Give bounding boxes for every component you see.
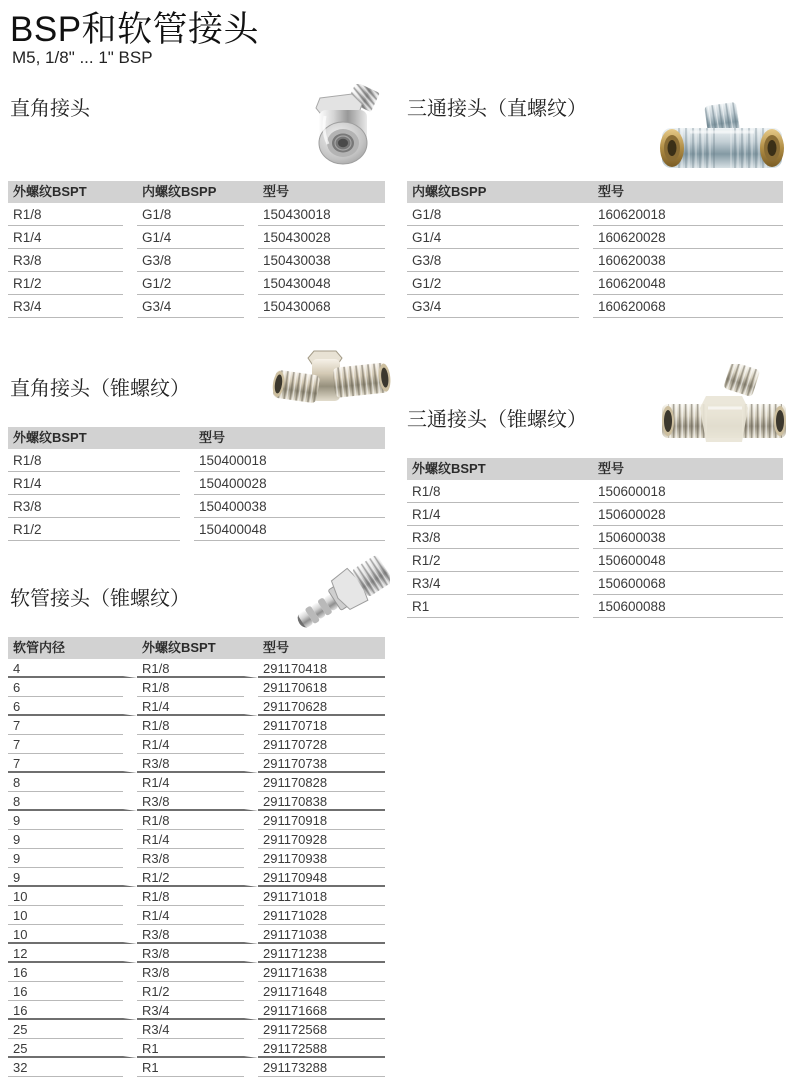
table-cell: 291170828 (258, 773, 385, 792)
table-cell: 160620018 (593, 203, 783, 226)
table-cell: R1 (137, 1039, 258, 1058)
table-row (8, 735, 385, 754)
table-cell: 9 (8, 849, 137, 868)
table-row (407, 595, 783, 618)
table-cell: 291173288 (258, 1058, 385, 1077)
table-cell: G1/2 (407, 272, 593, 295)
table-row (8, 1001, 385, 1020)
table-cell: 150600038 (593, 526, 783, 549)
table-row (407, 226, 783, 249)
column-header: 型号 (258, 637, 385, 659)
table-row (8, 925, 385, 944)
column-header: 外螺纹BSPT (8, 181, 137, 203)
table-cell: G1/4 (407, 226, 593, 249)
table-cell: G3/4 (137, 295, 258, 318)
table-row (407, 272, 783, 295)
table-cell: R1/8 (137, 678, 258, 697)
hose-taper-table (8, 637, 385, 1077)
table-cell: R1 (407, 595, 593, 618)
table-cell: 8 (8, 792, 137, 811)
table-header-row (407, 458, 783, 480)
table-row (407, 572, 783, 595)
table-cell: R3/8 (137, 792, 258, 811)
table-cell: 7 (8, 716, 137, 735)
table-cell: 160620068 (593, 295, 783, 318)
table-cell: 9 (8, 868, 137, 887)
table-cell: 16 (8, 963, 137, 982)
table-cell: R3/8 (137, 754, 258, 773)
table-cell: 150400038 (194, 495, 385, 518)
table-row (407, 526, 783, 549)
table-cell: 10 (8, 887, 137, 906)
table-header-row (8, 637, 385, 659)
table-cell: R1/2 (407, 549, 593, 572)
table-cell: 16 (8, 982, 137, 1001)
table-cell: 150400018 (194, 449, 385, 472)
table-row (407, 549, 783, 572)
section-title-hose-taper: 软管接头（锥螺纹） (10, 588, 190, 610)
table-cell: G3/4 (407, 295, 593, 318)
table-cell: 291170718 (258, 716, 385, 735)
table-row (8, 449, 385, 472)
table-cell: G1/8 (137, 203, 258, 226)
table-row (407, 480, 783, 503)
table-cell: 150430028 (258, 226, 385, 249)
table-cell: R1/8 (137, 716, 258, 735)
table-row (8, 906, 385, 925)
tee-parallel-table (407, 181, 783, 318)
table-header-row (407, 181, 783, 203)
table-cell: R3/8 (8, 495, 194, 518)
tee-taper-table (407, 458, 783, 618)
column-header: 内螺纹BSPP (407, 181, 593, 203)
table-cell: R3/8 (137, 925, 258, 944)
table-cell: 160620048 (593, 272, 783, 295)
table-cell: 9 (8, 830, 137, 849)
table-cell: 150600028 (593, 503, 783, 526)
table-row (8, 830, 385, 849)
table-cell: R1/4 (8, 226, 137, 249)
table-cell: 291170618 (258, 678, 385, 697)
table-row (8, 868, 385, 887)
table-cell: 150400048 (194, 518, 385, 541)
column-header: 外螺纹BSPT (407, 458, 593, 480)
table-cell: G1/4 (137, 226, 258, 249)
table-cell: R3/8 (137, 944, 258, 963)
table-cell: R1/8 (8, 203, 137, 226)
table-cell: R1/8 (137, 811, 258, 830)
table-cell: R1/2 (8, 272, 137, 295)
table-row (8, 963, 385, 982)
table-cell: R3/8 (407, 526, 593, 549)
column-header: 型号 (593, 181, 783, 203)
table-cell: 291171638 (258, 963, 385, 982)
table-cell: R3/4 (137, 1020, 258, 1039)
table-cell: 25 (8, 1020, 137, 1039)
elbow-female-fitting-image (292, 84, 392, 168)
table-cell: 4 (8, 659, 137, 678)
table-cell: R1/2 (137, 868, 258, 887)
table-cell: 291170928 (258, 830, 385, 849)
table-row (8, 518, 385, 541)
table-row (8, 697, 385, 716)
table-cell: 291171028 (258, 906, 385, 925)
table-row (8, 754, 385, 773)
table-cell: 7 (8, 754, 137, 773)
table-cell: R1/8 (8, 449, 194, 472)
table-cell: 150430038 (258, 249, 385, 272)
elbow-female-fitting-icon (292, 84, 392, 168)
table-cell: R3/8 (137, 849, 258, 868)
table-cell: R1/2 (137, 982, 258, 1001)
table-cell: 150430048 (258, 272, 385, 295)
elbow-male-fitting-icon (272, 349, 392, 415)
table-row (8, 887, 385, 906)
table-row (8, 1039, 385, 1058)
page-subtitle: M5, 1/8" ... 1" BSP (12, 48, 153, 67)
table-cell: 32 (8, 1058, 137, 1077)
table-cell: 6 (8, 678, 137, 697)
table-row (8, 982, 385, 1001)
table-cell: 291172588 (258, 1039, 385, 1058)
table-cell: R1/8 (137, 887, 258, 906)
table-cell: R3/8 (8, 249, 137, 272)
hose-barb-fitting-image (286, 551, 390, 631)
table-cell: R3/4 (407, 572, 593, 595)
table-cell: 291171668 (258, 1001, 385, 1020)
table-cell: 25 (8, 1039, 137, 1058)
tee-female-fitting-icon (656, 98, 788, 180)
table-cell: R1/8 (137, 659, 258, 678)
column-header: 型号 (258, 181, 385, 203)
table-cell: R1/4 (137, 830, 258, 849)
table-cell: G3/8 (407, 249, 593, 272)
table-cell: 12 (8, 944, 137, 963)
table-cell: G1/2 (137, 272, 258, 295)
table-header-row (8, 181, 385, 203)
table-cell: 291170628 (258, 697, 385, 716)
table-cell: 291170738 (258, 754, 385, 773)
table-cell: 160620038 (593, 249, 783, 272)
section-title-tee-parallel: 三通接头（直螺纹） (407, 98, 587, 120)
table-cell: 7 (8, 735, 137, 754)
table-cell: 150430018 (258, 203, 385, 226)
section-title-elbow-taper: 直角接头（锥螺纹） (10, 378, 190, 400)
table-cell: R1/4 (137, 773, 258, 792)
table-row (8, 203, 385, 226)
hose-barb-fitting-icon (286, 551, 390, 631)
table-row (8, 849, 385, 868)
section-title-tee-taper: 三通接头（锥螺纹） (407, 409, 587, 431)
column-header: 外螺纹BSPT (8, 427, 194, 449)
tee-female-fitting-image (656, 98, 788, 180)
tee-male-fitting-image (660, 364, 788, 454)
table-cell: 291170938 (258, 849, 385, 868)
section-title-elbow-parallel: 直角接头 (10, 98, 90, 120)
table-cell: 291170918 (258, 811, 385, 830)
table-cell: R3/4 (8, 295, 137, 318)
table-row (8, 659, 385, 678)
page-title: BSP和软管接头 (10, 10, 260, 49)
table-cell: 160620028 (593, 226, 783, 249)
table-cell: R1/2 (8, 518, 194, 541)
table-cell: 8 (8, 773, 137, 792)
table-cell: 291170728 (258, 735, 385, 754)
table-cell: 10 (8, 906, 137, 925)
table-cell: 150600088 (593, 595, 783, 618)
table-row (8, 773, 385, 792)
table-row (8, 472, 385, 495)
table-cell: 150430068 (258, 295, 385, 318)
table-row (8, 1058, 385, 1077)
table-cell: 291170418 (258, 659, 385, 678)
table-cell: 9 (8, 811, 137, 830)
column-header: 软管内径 (8, 637, 137, 659)
table-cell: G1/8 (407, 203, 593, 226)
table-cell: 6 (8, 697, 137, 716)
table-cell: 291170948 (258, 868, 385, 887)
table-row (8, 944, 385, 963)
table-header-row (8, 427, 385, 449)
table-cell: G3/8 (137, 249, 258, 272)
table-cell: 291171038 (258, 925, 385, 944)
column-header: 外螺纹BSPT (137, 637, 258, 659)
table-row (407, 295, 783, 318)
table-cell: R1/8 (407, 480, 593, 503)
column-header: 型号 (593, 458, 783, 480)
table-row (8, 1020, 385, 1039)
column-header: 型号 (194, 427, 385, 449)
table-row (8, 272, 385, 295)
table-cell: R1/4 (137, 735, 258, 754)
table-row (8, 249, 385, 272)
table-cell: 150400028 (194, 472, 385, 495)
table-row (407, 203, 783, 226)
table-row (8, 495, 385, 518)
table-row (8, 716, 385, 735)
elbow-taper-table (8, 427, 385, 541)
table-cell: R1/4 (8, 472, 194, 495)
table-row (407, 249, 783, 272)
table-cell: 10 (8, 925, 137, 944)
table-cell: 150600018 (593, 480, 783, 503)
table-cell: 291172568 (258, 1020, 385, 1039)
table-cell: R3/8 (137, 963, 258, 982)
column-header: 内螺纹BSPP (137, 181, 258, 203)
table-cell: 291170838 (258, 792, 385, 811)
table-cell: 150600068 (593, 572, 783, 595)
elbow-parallel-table (8, 181, 385, 318)
table-cell: R1/4 (407, 503, 593, 526)
table-cell: 291171648 (258, 982, 385, 1001)
table-cell: 150600048 (593, 549, 783, 572)
table-cell: R3/4 (137, 1001, 258, 1020)
table-cell: 291171018 (258, 887, 385, 906)
table-row (8, 295, 385, 318)
table-row (8, 792, 385, 811)
elbow-male-fitting-image (272, 349, 392, 415)
table-row (407, 503, 783, 526)
table-row (8, 678, 385, 697)
table-cell: R1/4 (137, 697, 258, 716)
tee-male-fitting-icon (660, 364, 788, 454)
table-cell: R1 (137, 1058, 258, 1077)
table-cell: R1/4 (137, 906, 258, 925)
table-cell: 291171238 (258, 944, 385, 963)
table-row (8, 811, 385, 830)
table-row (8, 226, 385, 249)
table-cell: 16 (8, 1001, 137, 1020)
